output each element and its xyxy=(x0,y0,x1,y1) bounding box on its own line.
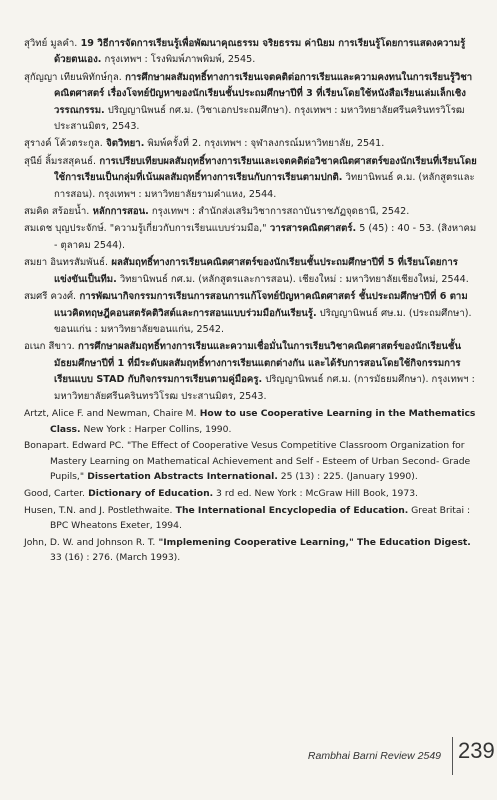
reference-title: การศึกษาผลสัมฤทธิ์ทางการเรียนเจตคติต่อการเรียนและความคงทนในการเรียนรู้วิชาคณิตศาสตร์ เรื่องโจทย์ปัญหาของนักเรียนชั้นประถมศึกษาปีที่ 3 ที่เรียนโดยใช้หนังสือเรียนเล่มเล็กเชิงวรรณกรรม. xyxy=(54,71,473,116)
reference-author: สมคิด สร้อยน้ำ. xyxy=(24,206,90,218)
reference-entry xyxy=(24,70,480,136)
reference-entry xyxy=(24,255,480,288)
reference-publication: พิมพ์ครั้งที่ 2. กรุงเทพฯ : จุฬาลงกรณ์มหาวิทยาลัย, 2541. xyxy=(144,138,385,150)
reference-publication: ปริญญานิพนธ์ กศ.ม. (วิชาเอกประถมศึกษา). กรุงเทพฯ : มหาวิทยาลัยศรีนครินทรวิโรฒ ประสานมิตร, 2543. xyxy=(54,104,465,133)
reference-article-title: "The Effect of Cooperative Vesus Competitive Classroom Organization for Mastery Learning on Mathematical Achievement and Self - Esteem of Urban Second- Grade Pupils," xyxy=(50,440,471,483)
reference-author: สมศรี ควงศ์. xyxy=(24,291,77,303)
reference-author: Husen, T.N. and J. Postlethwaite. xyxy=(24,504,173,516)
reference-entry xyxy=(24,204,480,220)
reference-author: สมยา อินทรสัมพันธ์. xyxy=(24,257,109,269)
reference-publication: ปริญญานิพนธ์ ศษ.ม. (ประถมศึกษา). ขอนแก่น : มหาวิทยาลัยขอนแก่น, 2542. xyxy=(54,307,472,335)
reference-title: "Implemening Cooperative Learning," The Education Digest. xyxy=(155,536,471,548)
reference-publication: 25 (13) : 225. (January 1990). xyxy=(277,471,418,483)
reference-author: สุนีย์ ลิ้มรสสุคนธ์. xyxy=(24,155,97,167)
reference-entry xyxy=(24,36,480,69)
reference-entry xyxy=(24,406,480,437)
page-number: 239 xyxy=(458,738,495,763)
reference-title: การพัฒนากิจกรรมการเรียนการสอนการแก้โจทย์ปัญหาคณิตศาสตร์ ชั้นประถมศึกษาปีที่ 6 ตามแนวคิดทฤษฎีคอนสตรัคติวิสต์และการสอนแบบร่วมมือกันเรียนรู้. xyxy=(54,291,468,319)
reference-entry xyxy=(24,535,480,566)
reference-title: การศึกษาผลสัมฤทธิ์ทางการเรียนและความเชื่อมั่นในการเรียนวิชาคณิตศาสตร์ของนักเรียนชั้นมัธยมศึกษาปีที่ 1 ที่มีระดับผลสัมฤทธิ์ทางการเรียนแตกต่างกัน และได้รับการสอนโดยใช้กิจกรรมการเรียนแบบ STAD กับกิจกรรมการเรียนตามคู่มือครู. xyxy=(54,341,461,386)
reference-entry xyxy=(24,289,480,338)
reference-title: หลักการสอน. xyxy=(89,206,149,218)
reference-publication: กรุงเทพฯ : โรงพิมพ์ภาพพิมพ์, 2545. xyxy=(101,54,256,66)
reference-entry xyxy=(24,136,480,152)
reference-title: Dictionary of Education. xyxy=(84,487,214,499)
reference-author: Artzt, Alice F. and Newman, Chaire M. xyxy=(24,407,197,419)
reference-author: สุกัญญา เทียนพิทักษ์กุล. xyxy=(24,71,122,83)
reference-publication: 5 (45) : 40 - 53. (สิงหาคม - ตุลาคม 2544). xyxy=(54,223,477,251)
reference-publication: วิทยานิพนธ์ ค.ม. (หลักสูตรและการสอน). กรุงเทพฯ : มหาวิทยาลัยรามคำแหง, 2544. xyxy=(54,172,475,200)
reference-entry xyxy=(24,503,480,534)
reference-title: จิตวิทยา. xyxy=(102,138,145,150)
reference-author: Good, Carter. xyxy=(24,487,85,499)
reference-title: ผลสัมฤทธิ์ทางการเรียนคณิตศาสตร์ของนักเรียนชั้นประถมศึกษาปีที่ 5 ที่เรียนโดยการแข่งขันเป็นทีม. xyxy=(54,257,458,285)
reference-entry xyxy=(24,221,480,254)
reference-title: การเปรียบเทียบผลสัมฤทธิ์ทางการเรียนและเจตคติต่อวิชาคณิตศาสตร์ของนักเรียนที่เรียนโดยใช้การเรียนเป็นกลุ่มที่เน้นผลสัมฤทธิ์ทางการเรียนกับการเรียนตามปกติ. xyxy=(54,155,477,184)
reference-author: อเนก สีขาว. xyxy=(24,341,75,353)
reference-list xyxy=(24,36,480,567)
reference-publication: ปริญญานิพนธ์ กศ.ม. (การมัธยมศึกษา). กรุงเทพฯ : มหาวิทยาลัยศรีนครินทรวิโรฒ ประสานมิตร, 2543. xyxy=(54,374,475,402)
reference-entry xyxy=(24,486,480,502)
reference-entry xyxy=(24,339,480,405)
reference-title: Dissertation Abstracts International. xyxy=(84,471,278,483)
reference-author: สมเดช บุญประจักษ์. xyxy=(24,223,107,235)
reference-author: สุวิทย์ มูลคำ. xyxy=(24,38,78,49)
reference-title: The International Encyclopedia of Education. xyxy=(172,504,409,516)
reference-title: 19 วิธีการจัดการเรียนรู้เพื่อพัฒนาคุณธรรม จริยธรรม ค่านิยม การเรียนรู้โดยการแสดงความรู้ด้วยตนเอง. xyxy=(54,38,466,66)
reference-publication: วิทยานิพนธ์ กศ.ม. (หลักสูตรและการสอน). เชียงใหม่ : มหาวิทยาลัยเชียงใหม่, 2544. xyxy=(116,273,469,285)
reference-title: วารสารคณิตศาสตร์. xyxy=(266,223,357,235)
reference-article-title: "ความรู้เกี่ยวกับการเรียนแบบร่วมมือ," xyxy=(106,223,267,235)
footer-divider xyxy=(452,737,453,775)
reference-author: John, D. W. and Johnson R. T. xyxy=(24,536,156,548)
reference-publication: กรุงเทพฯ : สำนักส่งเสริมวิชาการสถาบันราชภัฏจุดธานี, 2542. xyxy=(148,206,410,218)
reference-publication: 33 (16) : 276. (March 1993). xyxy=(50,552,181,564)
reference-entry xyxy=(24,154,480,203)
reference-publication: New York : Harper Collins, 1990. xyxy=(80,423,232,435)
reference-title: How to use Cooperative Learning in the Mathematics Class. xyxy=(50,407,476,435)
reference-entry xyxy=(24,438,480,485)
reference-author: สุรางค์ โค้วตระกูล. xyxy=(24,138,103,150)
reference-publication: Great Britai : BPC Wheatons Exeter, 1994. xyxy=(50,504,471,532)
journal-footer: Rambhai Barni Review 2549 xyxy=(307,750,441,762)
reference-author: Bonapart. Edward PC. xyxy=(24,440,125,452)
reference-publication: 3 rd ed. New York : McGraw Hill Book, 1973. xyxy=(213,487,418,499)
